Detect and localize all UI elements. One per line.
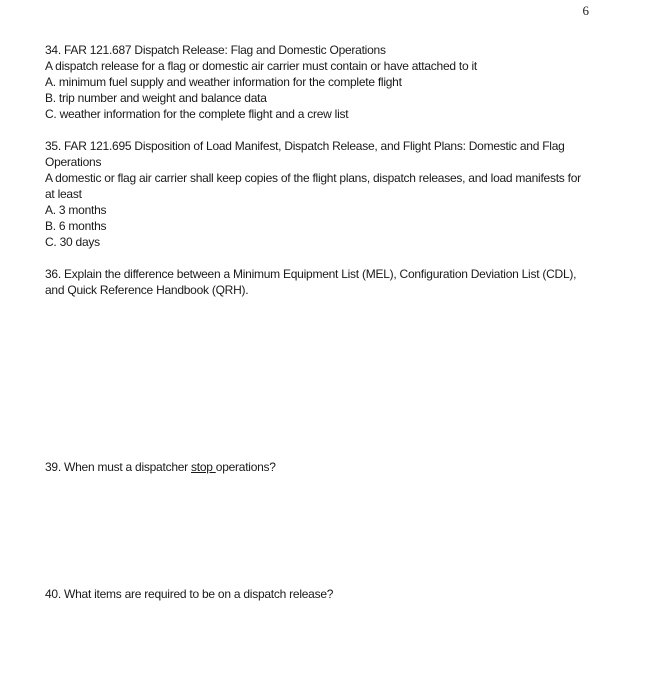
question-35-option-b: B. 6 months — [45, 219, 107, 233]
question-34-title: 34. FAR 121.687 Dispatch Release: Flag and Domestic Operations — [45, 43, 386, 57]
question-35 — [45, 138, 590, 250]
question-39-suffix: operations? — [215, 460, 276, 474]
question-35-option-c: C. 30 days — [45, 235, 100, 249]
question-35-stem: A domestic or flag air carrier shall keep copies of the flight plans, dispatch releases, and load manifests for at least — [45, 171, 581, 201]
question-39-text — [45, 459, 590, 475]
question-35-option-a: A. 3 months — [45, 203, 107, 217]
question-40-text: 40. What items are required to be on a dispatch release? — [45, 587, 334, 601]
page-number: 6 — [582, 3, 589, 18]
question-34 — [45, 42, 590, 122]
question-39-prefix: 39. When must a dispatcher — [45, 460, 191, 474]
question-40 — [45, 586, 590, 602]
question-34-stem: A dispatch release for a flag or domestic air carrier must contain or have attached to it — [45, 59, 477, 73]
question-36 — [45, 266, 590, 298]
question-34-option-a: A. minimum fuel supply and weather information for the complete flight — [45, 75, 402, 89]
question-36-text: 36. Explain the difference between a Minimum Equipment List (MEL), Configuration Deviation List (CDL), and Quick Reference Handbook (QRH). — [45, 267, 577, 297]
question-35-title: 35. FAR 121.695 Disposition of Load Manifest, Dispatch Release, and Flight Plans: Domestic and Flag Operations — [45, 139, 565, 169]
question-39 — [45, 459, 590, 475]
question-34-option-c: C. weather information for the complete flight and a crew list — [45, 107, 349, 121]
question-34-option-b: B. trip number and weight and balance data — [45, 91, 267, 105]
question-39-emphasis: stop — [191, 460, 216, 474]
